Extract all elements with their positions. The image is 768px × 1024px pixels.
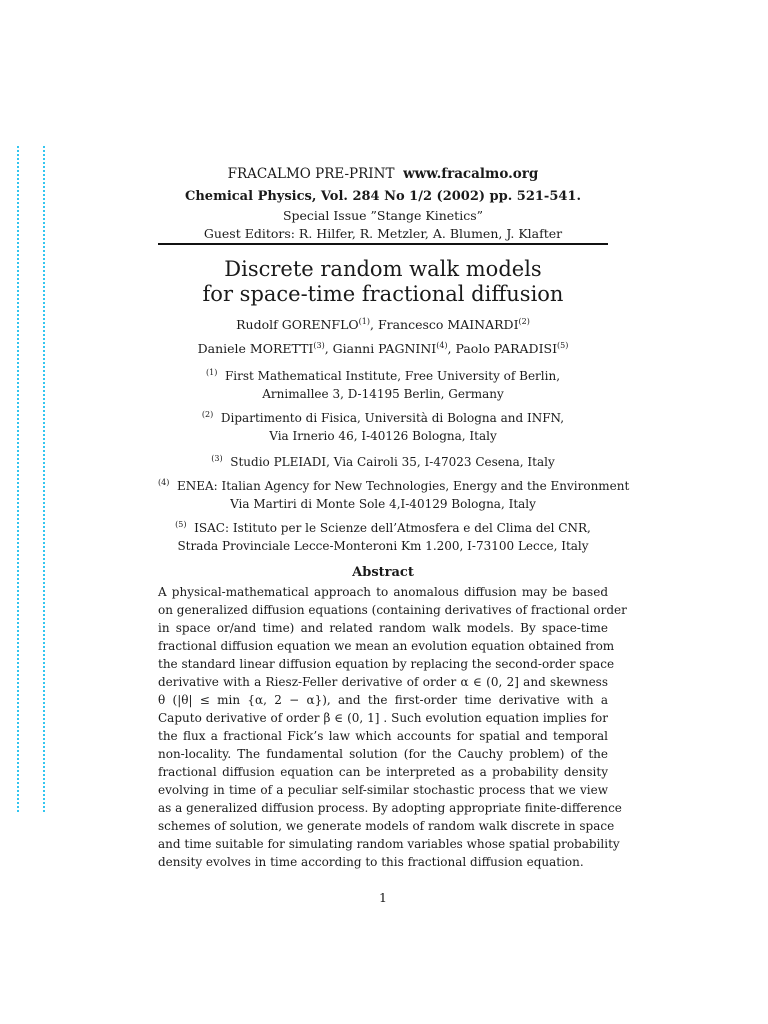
abstract-heading: Abstract [352,565,414,580]
abstract-line: derivative with a Riesz-Feller derivative of order α ∈ (0, 2] and skewness [158,675,608,689]
guest-editors: Guest Editors: R. Hilfer, R. Metzler, A. Blumen, J. Klafter [203,226,563,241]
abstract-line: density evolves in time according to this fractional diffusion equation. [158,855,584,869]
abstract-line: non-locality. The fundamental solution (for the Cauchy problem) of the [158,747,608,761]
author-mark: (3) [313,341,325,350]
author-mark: (4) [436,341,448,350]
title-line-1: Discrete random walk models [224,257,542,281]
author-name: Daniele MORETTI [197,341,314,356]
affiliation-mark: (4) [158,478,170,487]
affiliation-4 [158,474,630,513]
abstract-line: evolving in time of a peculiar self-similar stochastic process that we view [158,783,608,797]
abstract-line: the standard linear diffusion equation by replacing the second-order space [158,657,615,671]
abstract-line: Caputo derivative of order β ∈ (0, 1] . Such evolution equation implies for [158,711,608,725]
abstract-line: as a generalized diffusion process. By adopting appropriate finite-difference [158,801,622,815]
affiliation-line: Via Irnerio 46, I-40126 Bologna, Italy [269,429,497,443]
affiliation-3 [158,450,608,471]
affiliation-mark: (2) [201,410,214,419]
affiliation-line: ENEA: Italian Agency for New Technologies, Energy and the Environment [176,479,630,493]
preprint-label: FRACALMO PRE-PRINT [227,166,395,182]
affiliation-line: First Mathematical Institute, Free University of Berlin, [224,369,561,383]
author-mark: (2) [518,317,530,326]
affiliation-5 [158,516,608,555]
abstract-line: θ (|θ| ≤ min {α, 2 − α}), and the first-order time derivative with a [158,693,608,707]
affiliation-1 [158,364,608,403]
authors-line-2: Daniele MORETTI$^{(3)}$, Gianni PAGNINI$^{(4)}$, Paolo PARADISI$^{(5)}$ [197,341,569,356]
abstract-line: fractional diffusion equation we mean an evolution equation obtained from [158,639,615,653]
margin-dotted-frame [17,146,45,812]
author-name: Rudolf GORENFLO [236,317,359,332]
author-mark: (5) [557,341,569,350]
abstract-line: on generalized diffusion equations (containing derivatives of fractional order [158,603,627,617]
abstract-line: in space or/and time) and related random walk models. By space-time [158,621,608,635]
authors-line-1: Rudolf GORENFLO$^{(1)}$, Francesco MAINARDI$^{(2)}$ [236,317,530,332]
abstract-body [158,583,627,871]
affiliation-mark: (3) [211,454,223,463]
author-mark: (1) [358,317,370,326]
affiliation-mark: (1) [205,368,218,377]
special-issue: Special Issue ”Stange Kinetics” [282,208,484,223]
affiliation-line: Strada Provinciale Lecce-Monteroni Km 1.200, I-73100 Lecce, Italy [177,539,589,553]
abstract-line: schemes of solution, we generate models of random walk discrete in space [158,819,615,833]
author-name: Gianni PAGNINI [332,341,437,356]
abstract-line: fractional diffusion equation can be interpreted as a probability density [158,765,608,779]
author-name: Paolo PARADISI [455,341,558,356]
abstract-line: the flux a fractional Fick’s law which accounts for spatial and temporal [158,729,608,743]
preprint-url[interactable]: www.fracalmo.org [403,166,539,182]
title-line-2: for space-time fractional diffusion [202,282,564,306]
paper-title [158,257,608,307]
affiliation-line: Arnimallee 3, D-14195 Berlin, Germany [262,387,504,401]
affiliation-mark: (5) [175,520,187,529]
affiliation-line: ISAC: Istituto per le Scienze dell’Atmosfera e del Clima del CNR, [194,521,591,535]
journal-citation: Chemical Physics, Vol. 284 No 1/2 (2002) pp. 521-541. [185,189,581,204]
author-name: Francesco MAINARDI [377,317,519,332]
abstract-line: A physical-mathematical approach to anomalous diffusion may be based [158,585,608,599]
page-number: 1 [379,890,387,905]
header-rule [158,243,608,245]
preprint-line [158,166,608,182]
affiliation-2 [158,406,608,445]
affiliation-line: Via Martiri di Monte Sole 4,I-40129 Bologna, Italy [230,497,536,511]
affiliation-line: Dipartimento di Fisica, Università di Bologna and INFN, [220,411,565,425]
affiliation-line: Studio PLEIADI, Via Cairoli 35, I-47023 Cesena, Italy [230,455,555,469]
abstract-line: and time suitable for simulating random variables whose spatial probability [158,837,620,851]
